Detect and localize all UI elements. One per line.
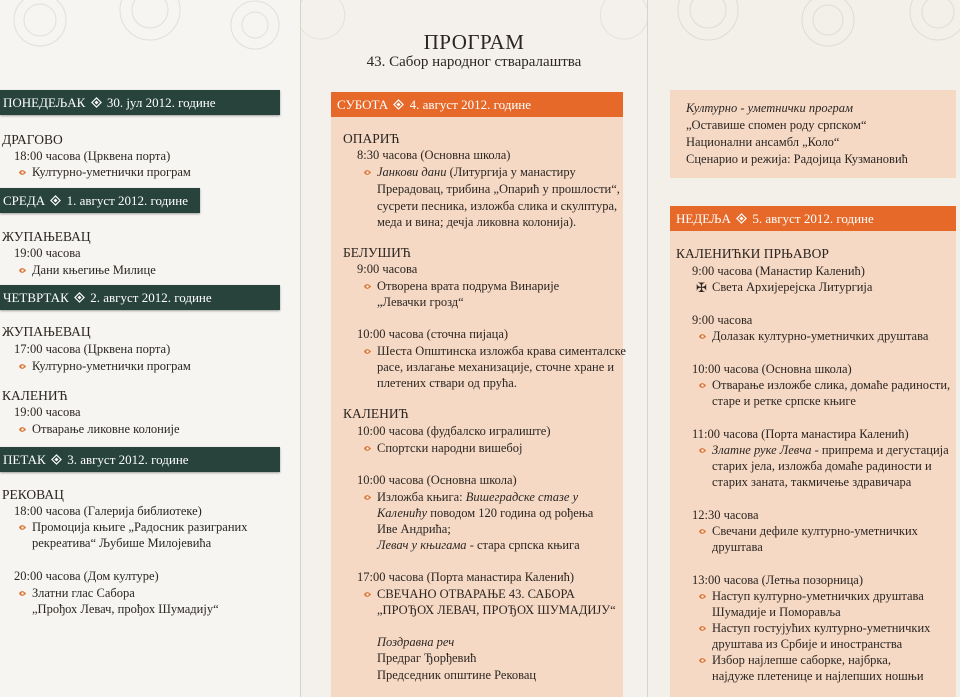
event-time: 20:00 часова (Дом културе) [14,569,159,583]
event-text: Шеста Општинска изложба крава сименталске [377,344,626,358]
day-header-saturday: СУБОТА 4. август 2012. године [331,92,623,117]
place-name: КАЛЕНИЋКИ ПРЊАВОР [676,246,829,261]
event-text: Избор најлепше саборке, најбрка, [712,653,891,667]
event-text: Каленићу поводом 120 година од рођења [377,506,594,520]
event-text: Поздравна реч [377,635,455,649]
bullet-icon [18,425,27,434]
event-text: друштава [712,540,763,554]
diamond-separator-icon [51,454,62,465]
event-time: 9:00 часова [692,313,753,327]
bullet-icon [18,266,27,275]
event-text: Национални ансамбл „Коло“ [686,135,840,149]
bullet-icon [18,523,27,532]
diamond-separator-icon [50,195,61,206]
event-text: „Левачки грозд“ [377,295,464,309]
bullet-icon [363,168,372,177]
event-text: Наступ гостујућих културно-уметничких [712,621,931,635]
place-name: ДРАГОВО [2,132,63,147]
event-text: Отварање изложбе слика, домаће радиности, [712,378,951,392]
event-text: „ПРОЂОХ ЛЕВАЧ, ПРОЂОХ ШУМАДИЈУ“ [377,603,616,617]
event-time: 10:00 часова (Основна школа) [357,473,517,487]
bullet-icon [363,347,372,356]
event-text: Отварање ликовне колоније [32,422,180,436]
event-time: 19:00 часова [14,246,81,260]
event-text: Света Архијерејска Литургија [712,280,873,294]
event-text: меда и вина; дечја ликовна колонија). [377,215,577,229]
event-text: Културно-уметнички програм [32,359,191,373]
event-time: 9:00 часова (Манастир Каленић) [692,264,865,278]
left-panel [0,0,300,697]
event-text: Спортски народни вишебој [377,441,523,455]
event-text: Председник општине Рековац [377,668,537,682]
page-subtitle: 43. Сабор народног стваралаштва [366,54,582,70]
day-header-sunday: НЕДЕЉА 5. август 2012. године [670,206,956,231]
event-text: Прерадовац, трибина „Опарић у прошлости“, [377,182,620,196]
bullet-icon [698,592,707,601]
event-text: друштава из Србије и иностранства [712,637,903,651]
middle-panel [300,0,648,697]
event-time: 8:30 часова (Основна школа) [357,148,511,162]
bullet-icon [698,381,707,390]
event-time: 10:00 часова (Основна школа) [692,362,852,376]
event-time: 11:00 часова (Порта манастира Каленић) [692,427,909,441]
event-time: 9:00 часова [357,262,418,276]
bullet-icon [18,589,27,598]
bullet-icon [698,446,707,455]
event-text: Промоција књиге „Радосник разиграних [32,520,248,534]
day-header-monday: ПОНЕДЕЉАК 30. јул 2012. године [0,90,280,115]
event-text: „Оставише спомен роду српском“ [686,118,867,132]
day-header-friday: ПЕТАК 3. август 2012. године [0,447,280,472]
event-text: плетених ствари од прућа. [377,376,517,390]
cross-icon: ✠ [696,280,707,295]
event-text: „Прођох Левач, прођох Шумадију“ [32,602,219,616]
event-time: 13:00 часова (Летња позорница) [692,573,864,587]
event-text: Наступ културно-уметничких друштава [712,589,924,603]
day-header-thursday: ЧЕТВРТАК 2. август 2012. године [0,285,280,310]
place-name: ЖУПАЊЕВАЦ [2,229,91,244]
event-text: Долазак културно-уметничких друштава [712,329,929,343]
place-name: БЕЛУШИЋ [343,245,411,260]
event-text: Културно-уметнички програм [32,165,191,179]
bullet-icon [363,590,372,599]
event-time: 17:00 часова (Порта манастира Каленић) [357,570,575,584]
bullet-icon [363,493,372,502]
diamond-separator-icon [91,97,102,108]
event-text: Златне руке Левча - припрема и дегустација [712,443,949,457]
event-time: 12:30 часова [692,508,759,522]
event-text: старе и ретке српске књиге [712,394,856,408]
place-name: РЕКОВАЦ [2,487,64,502]
bullet-icon [698,527,707,536]
event-text: Дани књегиње Милице [32,263,156,277]
diamond-separator-icon [736,213,747,224]
ornament-pattern [648,0,960,90]
event-text: Шумадије и Поморавља [712,605,841,619]
event-time: 10:00 часова (сточна пијаца) [357,327,509,341]
event-text: Левач у књигама - стара српска књига [377,538,580,552]
place-name: КАЛЕНИЋ [343,406,409,421]
event-text: Сценарио и режија: Радојица Кузмановић [686,152,908,166]
diamond-separator-icon [393,99,404,110]
event-text: Предраг Ђорђевић [377,651,477,665]
ornament-pattern [0,0,300,90]
bullet-icon [18,362,27,371]
event-text: старих заната, такмичење здравичара [712,475,912,489]
bullet-icon [698,332,707,341]
event-text: Јанкови дани (Литургија у манастиру [377,165,576,179]
event-text: најдуже плетенице и најлепших ношњи [712,669,924,683]
event-text: рекреатива“ Љубише Милојевића [32,536,212,550]
page-title: ПРОГРАМ [423,30,525,54]
event-text: сусрети песника, изложба слика и скулптура, [377,199,618,213]
event-time: 18:00 часова (Црквена порта) [14,149,171,163]
event-text: Златни глас Сабора [32,586,135,600]
bullet-icon [18,168,27,177]
bullet-icon [698,656,707,665]
diamond-separator-icon [74,292,85,303]
event-text: Отворена врата подрума Винарије [377,279,560,293]
event-time: 17:00 часова (Црквена порта) [14,342,171,356]
event-text: старих јела, изложба домаће радиности и [712,459,932,473]
bullet-icon [363,444,372,453]
event-text: СВЕЧАНО ОТВАРАЊЕ 43. САБОРА [377,587,575,601]
event-time: 19:00 часова [14,405,81,419]
event-text: Свечани дефиле културно-уметничких [712,524,918,538]
event-time: 10:00 часова (фудбалско игралиште) [357,424,551,438]
event-text: Културно - уметнички програм [686,101,854,115]
place-name: ОПАРИЋ [343,131,400,146]
place-name: КАЛЕНИЋ [2,388,68,403]
event-text: Иве Андрића; [377,522,451,536]
day-header-wednesday: СРЕДА 1. август 2012. године [0,188,200,213]
place-name: ЖУПАЊЕВАЦ [2,324,91,339]
right-panel [648,0,960,697]
event-text: расе, излагање механизације, сточне хране и [377,360,615,374]
bullet-icon [363,282,372,291]
bullet-icon [698,624,707,633]
event-text: Изложба књига: Вишеградске стазе у [377,490,579,504]
event-time: 18:00 часова (Галерија библиотеке) [14,504,202,518]
